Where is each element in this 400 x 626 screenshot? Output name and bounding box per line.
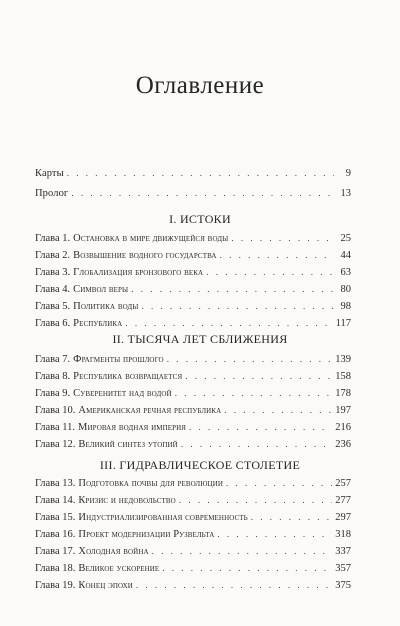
leader-dots (189, 420, 332, 435)
chapter-title: Фрагменты прошлого (73, 354, 164, 365)
part-heading-1: I. ИСТОКИ (169, 212, 231, 226)
page-number: 9 (345, 168, 351, 179)
chapter-title: Американская речная республика (78, 405, 222, 416)
page-number: 318 (335, 529, 351, 540)
leader-dots (251, 510, 333, 525)
page-number: 13 (340, 188, 351, 199)
page-number: 277 (335, 495, 351, 506)
entry-name: Карты (35, 168, 64, 179)
page-number: 25 (340, 233, 351, 244)
leader-dots (142, 299, 335, 314)
chapter-label: Глава 13. (35, 478, 76, 489)
page-number: 236 (335, 439, 351, 450)
toc-entry-chapter-5[interactable] (35, 299, 351, 314)
leader-dots (185, 369, 332, 384)
toc-entry-chapter-4[interactable] (35, 282, 351, 297)
leader-dots (224, 403, 332, 418)
chapter-label: Глава 8. (35, 371, 71, 382)
toc-entry-chapter-14[interactable] (35, 493, 351, 508)
page-number: 44 (340, 250, 351, 261)
page-number: 197 (335, 405, 351, 416)
leader-dots (217, 527, 332, 542)
chapter-title: Конец эпохи (78, 580, 133, 591)
leader-dots (125, 316, 332, 331)
leader-dots (175, 386, 333, 401)
chapter-title: Республика возвращается (73, 371, 183, 382)
toc-entry-prologue[interactable] (35, 186, 351, 201)
leader-dots (136, 578, 332, 593)
toc-entry-chapter-12[interactable] (35, 437, 351, 452)
page-number: 139 (335, 354, 351, 365)
leader-dots (226, 476, 332, 491)
page-number: 158 (335, 371, 351, 382)
chapter-label: Глава 2. (35, 250, 71, 261)
page-number: 375 (335, 580, 351, 591)
leader-dots (152, 544, 333, 559)
chapter-title: Суверенитет над водой (73, 388, 172, 399)
toc-entry-chapter-18[interactable] (35, 561, 351, 576)
chapter-title: Индустриализированная современность (78, 512, 248, 523)
toc-entry-chapter-7[interactable] (35, 352, 351, 367)
chapter-title: Кризис и недовольство (78, 495, 176, 506)
page-number: 257 (335, 478, 351, 489)
toc-entry-chapter-10[interactable] (35, 403, 351, 418)
chapter-title: Республика (73, 318, 123, 329)
page-number: 117 (335, 318, 351, 329)
leader-dots (206, 265, 334, 280)
toc-entry-chapter-13[interactable] (35, 476, 351, 491)
toc-entry-chapter-1[interactable] (35, 231, 351, 246)
toc-entry-chapter-16[interactable] (35, 527, 351, 542)
chapter-label: Глава 19. (35, 580, 76, 591)
chapter-label: Глава 9. (35, 388, 71, 399)
chapter-title: Символ веры (73, 284, 129, 295)
leader-dots (220, 248, 334, 263)
toc-entry-chapter-15[interactable] (35, 510, 351, 525)
toc-entry-chapter-2[interactable] (35, 248, 351, 263)
toc-entry-chapter-3[interactable] (35, 265, 351, 280)
chapter-label: Глава 1. (35, 233, 71, 244)
chapter-title: Холодная война (78, 546, 149, 557)
chapter-label: Глава 18. (35, 563, 76, 574)
page-number: 63 (340, 267, 351, 278)
chapter-title: Глобализация бронзового века (73, 267, 204, 278)
chapter-label: Глава 10. (35, 405, 76, 416)
chapter-title: Великий синтез утопий (78, 439, 178, 450)
chapter-title: Мировая водная империя (78, 422, 187, 433)
page-number: 216 (335, 422, 351, 433)
leader-dots (167, 352, 333, 367)
chapter-label: Глава 6. (35, 318, 71, 329)
page-number: 80 (340, 284, 351, 295)
leader-dots (181, 437, 332, 452)
toc-entry-maps[interactable] (35, 166, 351, 181)
chapter-label: Глава 5. (35, 301, 71, 312)
leader-dots (71, 186, 334, 201)
chapter-label: Глава 12. (35, 439, 76, 450)
chapter-title: Остановка в мире движущейся воды (73, 233, 229, 244)
page-number: 357 (335, 563, 351, 574)
chapter-title: Великое ускорение (78, 563, 160, 574)
page-number: 98 (340, 301, 351, 312)
chapter-title: Подготовка почвы для революции (78, 478, 224, 489)
chapter-label: Глава 17. (35, 546, 76, 557)
chapter-title: Возвышение водного государства (73, 250, 217, 261)
toc-entry-chapter-17[interactable] (35, 544, 351, 559)
chapter-title: Политика воды (73, 301, 139, 312)
toc-entry-chapter-19[interactable] (35, 578, 351, 593)
chapter-label: Глава 15. (35, 512, 76, 523)
toc-entry-chapter-8[interactable] (35, 369, 351, 384)
page-number: 178 (335, 388, 351, 399)
chapter-title: Проект модернизации Рузвельта (78, 529, 215, 540)
toc-title: Оглавление (135, 72, 265, 99)
chapter-label: Глава 16. (35, 529, 76, 540)
leader-dots (179, 493, 332, 508)
toc-entry-chapter-11[interactable] (35, 420, 351, 435)
chapter-label: Глава 7. (35, 354, 71, 365)
leader-dots (67, 166, 334, 181)
part-heading-3: III. ГИДРАВЛИЧЕСКОЕ СТОЛЕТИЕ (99, 458, 301, 472)
page-number: 297 (335, 512, 351, 523)
toc-entry-chapter-9[interactable] (35, 386, 351, 401)
chapter-label: Глава 14. (35, 495, 76, 506)
leader-dots (231, 231, 334, 246)
chapter-label: Глава 11. (35, 422, 76, 433)
entry-name: Пролог (35, 188, 69, 199)
chapter-label: Глава 4. (35, 284, 71, 295)
leader-dots (131, 282, 334, 297)
page-number: 337 (335, 546, 351, 557)
leader-dots (162, 561, 332, 576)
part-heading-2: II. ТЫСЯЧА ЛЕТ СБЛИЖЕНИЯ (112, 332, 288, 346)
toc-entry-chapter-6[interactable] (35, 316, 351, 331)
chapter-label: Глава 3. (35, 267, 71, 278)
